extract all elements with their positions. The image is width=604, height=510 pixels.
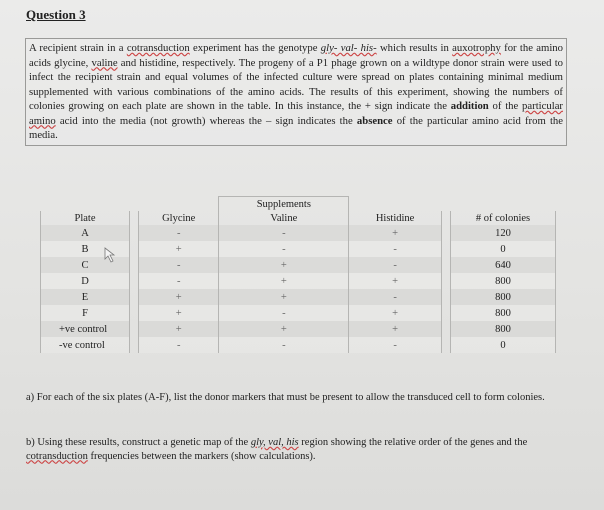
table-row (41, 321, 556, 337)
valine-column-header: Valine (219, 211, 349, 225)
part-b-text: frequencies between the markers (show calculations). (87, 450, 316, 462)
intro-text: for the amino acids glycine, (29, 42, 563, 69)
histidine-cell: - (349, 257, 442, 273)
valine-cell: + (219, 273, 349, 289)
colonies-cell: 640 (451, 257, 556, 273)
results-table-body (41, 225, 556, 353)
intro-term-auxotrophy: auxotrophy (452, 42, 501, 54)
histidine-cell: - (349, 337, 442, 353)
glycine-cell: - (139, 273, 219, 289)
histidine-cell: + (349, 305, 442, 321)
glycine-column-header: Glycine (139, 211, 219, 225)
plate-cell: C (41, 257, 130, 273)
intro-term-particular-amino: particular amino (29, 100, 563, 127)
results-table (40, 196, 556, 353)
part-b-term-cotransduction: cotransduction (26, 450, 88, 462)
intro-emphasis-addition: addition (450, 100, 489, 112)
valine-cell: - (219, 337, 349, 353)
intro-text: of the (488, 100, 523, 112)
histidine-cell: + (349, 225, 442, 241)
histidine-cell: - (349, 241, 442, 257)
question-title: Question 3 (26, 7, 86, 22)
colonies-column-header: # of colonies (451, 211, 556, 225)
colonies-cell: 120 (451, 225, 556, 241)
intro-text: and histidine, respectively. The progeny of a P1 phage grown on a wildtype donor strain were used to infect the recipient strain and equal volumes of the infected culture were spread on plates containing minimal medium supplemented with various combinations of the amino acids. The results of this experiment, showing the numbers of colonies growing on each plate are shown in the table. In this instance, the + sign indicate the (29, 56, 564, 112)
intro-genotype: gly- val- his- (320, 42, 377, 54)
part-b-genes: gly, val, his (250, 437, 299, 448)
intro-term-cotransduction: cotransduction (126, 42, 190, 54)
part-a-question: a) For each of the six plates (A-F), list the donor markers that must be present to allow the transduced cell to form colonies. (26, 392, 545, 403)
supplements-header: Supplements (219, 197, 349, 212)
valine-cell: - (219, 225, 349, 241)
table-row (41, 305, 556, 321)
part-b-text: region showing the relative order of the genes and the (298, 437, 528, 448)
plate-cell: E (41, 289, 130, 305)
histidine-cell: + (349, 321, 442, 337)
plate-cell: A (41, 225, 130, 241)
glycine-cell: + (139, 289, 219, 305)
glycine-cell: - (139, 257, 219, 273)
histidine-cell: - (349, 289, 442, 305)
intro-text: acid into the media (not growth) whereas the – sign indicates the (55, 114, 357, 127)
colonies-cell: 800 (451, 273, 556, 289)
mouse-pointer-icon (104, 247, 118, 263)
colonies-cell: 800 (451, 289, 556, 305)
plate-cell: B (41, 241, 130, 257)
table-row (41, 225, 556, 241)
valine-cell: + (219, 289, 349, 305)
intro-text: A recipient strain in a (29, 42, 127, 54)
glycine-cell: + (139, 241, 219, 257)
valine-cell: + (219, 321, 349, 337)
colonies-cell: 800 (451, 321, 556, 337)
intro-term-valine: valine (91, 56, 118, 69)
table-row (41, 289, 556, 305)
plate-cell: D (41, 273, 130, 289)
plate-cell: F (41, 305, 130, 321)
intro-emphasis-absence: absence (356, 114, 393, 127)
colonies-cell: 800 (451, 305, 556, 321)
plate-cell: -ve control (41, 337, 130, 353)
glycine-cell: + (139, 321, 219, 337)
glycine-cell: - (139, 337, 219, 353)
intro-text: of the particular amino acid from the media. (29, 114, 564, 141)
valine-cell: - (219, 305, 349, 321)
glycine-cell: + (139, 305, 219, 321)
part-b-question (26, 436, 566, 463)
intro-text: experiment has the genotype (189, 42, 321, 54)
histidine-cell: + (349, 273, 442, 289)
valine-cell: - (219, 241, 349, 257)
plate-column-header: Plate (41, 211, 130, 225)
part-b-text: b) Using these results, construct a genetic map of the (26, 437, 251, 448)
colonies-cell: 0 (451, 241, 556, 257)
table-row (41, 337, 556, 353)
plate-cell: +ve control (41, 321, 130, 337)
histidine-column-header: Histidine (349, 211, 442, 225)
valine-cell: + (219, 257, 349, 273)
table-row (41, 273, 556, 289)
glycine-cell: - (139, 225, 219, 241)
question-intro-paragraph (25, 38, 567, 146)
colonies-cell: 0 (451, 337, 556, 353)
intro-text: which results in (376, 42, 453, 54)
